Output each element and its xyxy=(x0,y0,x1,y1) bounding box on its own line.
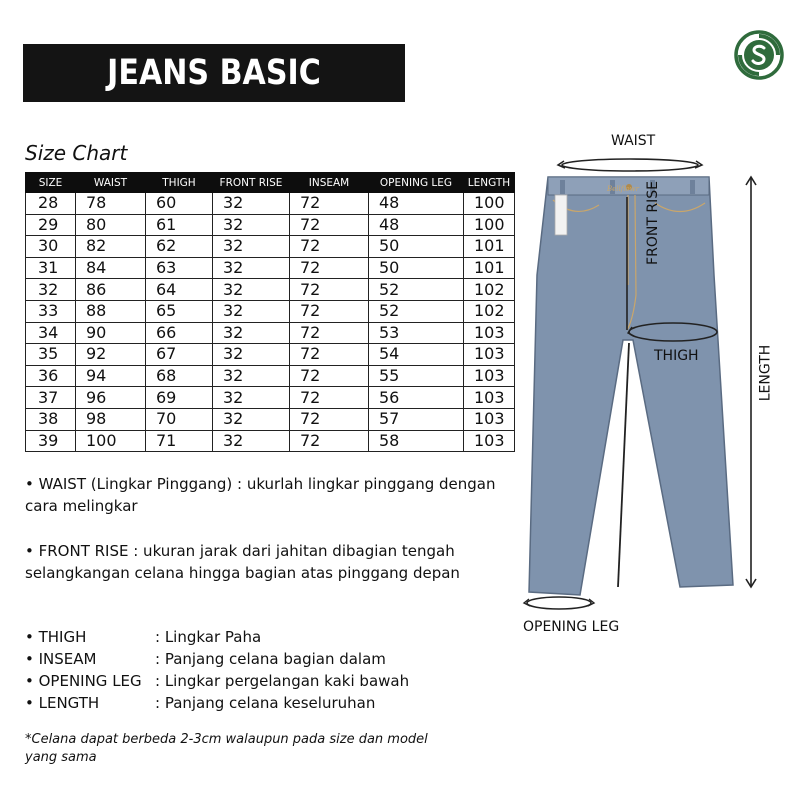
table-cell: 72 xyxy=(290,279,369,301)
table-cell: 58 xyxy=(369,430,464,452)
table-cell: 61 xyxy=(146,214,213,236)
column-header: INSEAM xyxy=(290,173,369,193)
legend-term: • THIGH xyxy=(25,628,87,646)
table-row xyxy=(26,344,515,366)
table-cell: 72 xyxy=(290,193,369,215)
legend-term: • INSEAM xyxy=(25,650,97,668)
table-cell: 56 xyxy=(369,387,464,409)
table-cell: 103 xyxy=(464,365,515,387)
table-row xyxy=(26,214,515,236)
table-cell: 103 xyxy=(464,430,515,452)
table-cell: 72 xyxy=(290,257,369,279)
opening-leg-label: OPENING LEG xyxy=(523,619,620,635)
table-cell: 53 xyxy=(369,322,464,344)
table-cell: 32 xyxy=(213,408,290,430)
table-cell: 50 xyxy=(369,236,464,258)
table-cell: 64 xyxy=(146,279,213,301)
table-cell: 35 xyxy=(26,344,76,366)
table-cell: 72 xyxy=(290,214,369,236)
table-row xyxy=(26,322,515,344)
column-header: WAIST xyxy=(76,173,146,193)
table-cell: 68 xyxy=(146,365,213,387)
table-cell: 32 xyxy=(213,236,290,258)
table-cell: 72 xyxy=(290,408,369,430)
table-row xyxy=(26,408,515,430)
table-cell: 50 xyxy=(369,257,464,279)
table-cell: 103 xyxy=(464,322,515,344)
table-cell: 52 xyxy=(369,300,464,322)
table-cell: 103 xyxy=(464,344,515,366)
size-disclaimer: *Celana dapat berbeda 2-3cm walaupun pada size dan model yang sama xyxy=(25,732,428,765)
table-cell: 55 xyxy=(369,365,464,387)
legend-item-inseam xyxy=(25,648,409,670)
legend-term: • LENGTH xyxy=(25,694,100,712)
table-cell: 31 xyxy=(26,257,76,279)
table-row xyxy=(26,236,515,258)
brand-tag-text: Bellflowr xyxy=(607,185,639,193)
table-cell: 62 xyxy=(146,236,213,258)
table-cell: 71 xyxy=(146,430,213,452)
jeans-icon xyxy=(529,177,733,595)
table-cell: 103 xyxy=(464,387,515,409)
table-cell: 32 xyxy=(213,257,290,279)
table-cell: 72 xyxy=(290,236,369,258)
table-cell: 66 xyxy=(146,322,213,344)
front-rise-label: FRONT RISE xyxy=(644,181,661,265)
legend-term: • OPENING LEG xyxy=(25,672,142,690)
table-cell: 34 xyxy=(26,322,76,344)
table-cell: 72 xyxy=(290,344,369,366)
table-cell: 32 xyxy=(213,387,290,409)
product-title: JEANS BASIC LOOSE xyxy=(107,53,321,151)
size-chart-table xyxy=(25,172,515,452)
column-header: FRONT RISE xyxy=(213,173,290,193)
note-waist: • WAIST (Lingkar Pinggang) : ukurlah lingkar pinggang dengan cara melingkar xyxy=(25,475,496,515)
legend-item-opening-leg xyxy=(25,670,409,692)
table-cell: 78 xyxy=(76,193,146,215)
table-cell: 98 xyxy=(76,408,146,430)
opening-leg-measure-arrow xyxy=(527,597,591,609)
table-cell: 28 xyxy=(26,193,76,215)
column-header: OPENING LEG xyxy=(369,173,464,193)
table-cell: 100 xyxy=(76,430,146,452)
table-cell: 52 xyxy=(369,279,464,301)
table-cell: 72 xyxy=(290,365,369,387)
legend-desc: : Lingkar Paha xyxy=(155,628,262,646)
table-cell: 101 xyxy=(464,257,515,279)
product-title-banner xyxy=(23,44,405,151)
table-cell: 86 xyxy=(76,279,146,301)
table-cell: 67 xyxy=(146,344,213,366)
table-cell: 32 xyxy=(26,279,76,301)
table-cell: 36 xyxy=(26,365,76,387)
legend-item-thigh xyxy=(25,626,409,648)
size-chart-header-row xyxy=(26,173,515,193)
legend-item-length xyxy=(25,692,409,714)
table-cell: 101 xyxy=(464,236,515,258)
inseam-measure-line xyxy=(618,343,629,587)
table-cell: 32 xyxy=(213,279,290,301)
size-chart-body xyxy=(26,193,515,452)
table-cell: 94 xyxy=(76,365,146,387)
table-cell: 32 xyxy=(213,365,290,387)
table-row xyxy=(26,193,515,215)
table-cell: 72 xyxy=(290,300,369,322)
thigh-label: THIGH xyxy=(654,348,699,364)
jeans-measurement-diagram xyxy=(515,125,800,645)
table-cell: 96 xyxy=(76,387,146,409)
table-cell: 48 xyxy=(369,193,464,215)
column-header: THIGH xyxy=(146,173,213,193)
table-row xyxy=(26,257,515,279)
table-cell: 102 xyxy=(464,300,515,322)
table-cell: 32 xyxy=(213,322,290,344)
measurement-legend-list xyxy=(25,626,409,714)
table-cell: 69 xyxy=(146,387,213,409)
table-cell: 82 xyxy=(76,236,146,258)
table-cell: 100 xyxy=(464,214,515,236)
table-cell: 57 xyxy=(369,408,464,430)
table-row xyxy=(26,365,515,387)
table-cell: 39 xyxy=(26,430,76,452)
table-cell: 92 xyxy=(76,344,146,366)
table-cell: 72 xyxy=(290,430,369,452)
table-cell: 100 xyxy=(464,193,515,215)
table-row xyxy=(26,300,515,322)
column-header: SIZE xyxy=(26,173,76,193)
column-header: LENGTH xyxy=(464,173,515,193)
table-cell: 32 xyxy=(213,300,290,322)
table-cell: 72 xyxy=(290,322,369,344)
legend-desc: : Panjang celana keseluruhan xyxy=(155,694,376,712)
note-front-rise: • FRONT RISE : ukuran jarak dari jahitan dibagian tengah selangkangan celana hingga bagian atas pinggang depan xyxy=(25,542,460,582)
table-row xyxy=(26,430,515,452)
table-cell: 37 xyxy=(26,387,76,409)
waist-label: WAIST xyxy=(611,133,656,149)
table-row xyxy=(26,279,515,301)
table-cell: 88 xyxy=(76,300,146,322)
legend-desc: : Panjang celana bagian dalam xyxy=(155,650,386,668)
table-cell: 32 xyxy=(213,214,290,236)
table-cell: 90 xyxy=(76,322,146,344)
recycle-s-logo-icon xyxy=(734,30,784,80)
waist-measure-arrow xyxy=(562,159,698,171)
table-cell: 29 xyxy=(26,214,76,236)
table-cell: 38 xyxy=(26,408,76,430)
table-cell: 70 xyxy=(146,408,213,430)
length-label: LENGTH xyxy=(757,344,774,402)
table-cell: 33 xyxy=(26,300,76,322)
table-cell: 80 xyxy=(76,214,146,236)
table-cell: 63 xyxy=(146,257,213,279)
table-cell: 48 xyxy=(369,214,464,236)
table-cell: 65 xyxy=(146,300,213,322)
table-cell: 30 xyxy=(26,236,76,258)
table-cell: 103 xyxy=(464,408,515,430)
table-cell: 102 xyxy=(464,279,515,301)
price-tag xyxy=(555,195,567,235)
table-cell: 32 xyxy=(213,193,290,215)
size-chart-heading: Size Chart xyxy=(25,141,128,165)
table-cell: 32 xyxy=(213,430,290,452)
table-row xyxy=(26,387,515,409)
legend-desc: : Lingkar pergelangan kaki bawah xyxy=(155,672,410,690)
table-cell: 72 xyxy=(290,387,369,409)
table-cell: 32 xyxy=(213,344,290,366)
table-cell: 60 xyxy=(146,193,213,215)
table-cell: 84 xyxy=(76,257,146,279)
table-cell: 54 xyxy=(369,344,464,366)
